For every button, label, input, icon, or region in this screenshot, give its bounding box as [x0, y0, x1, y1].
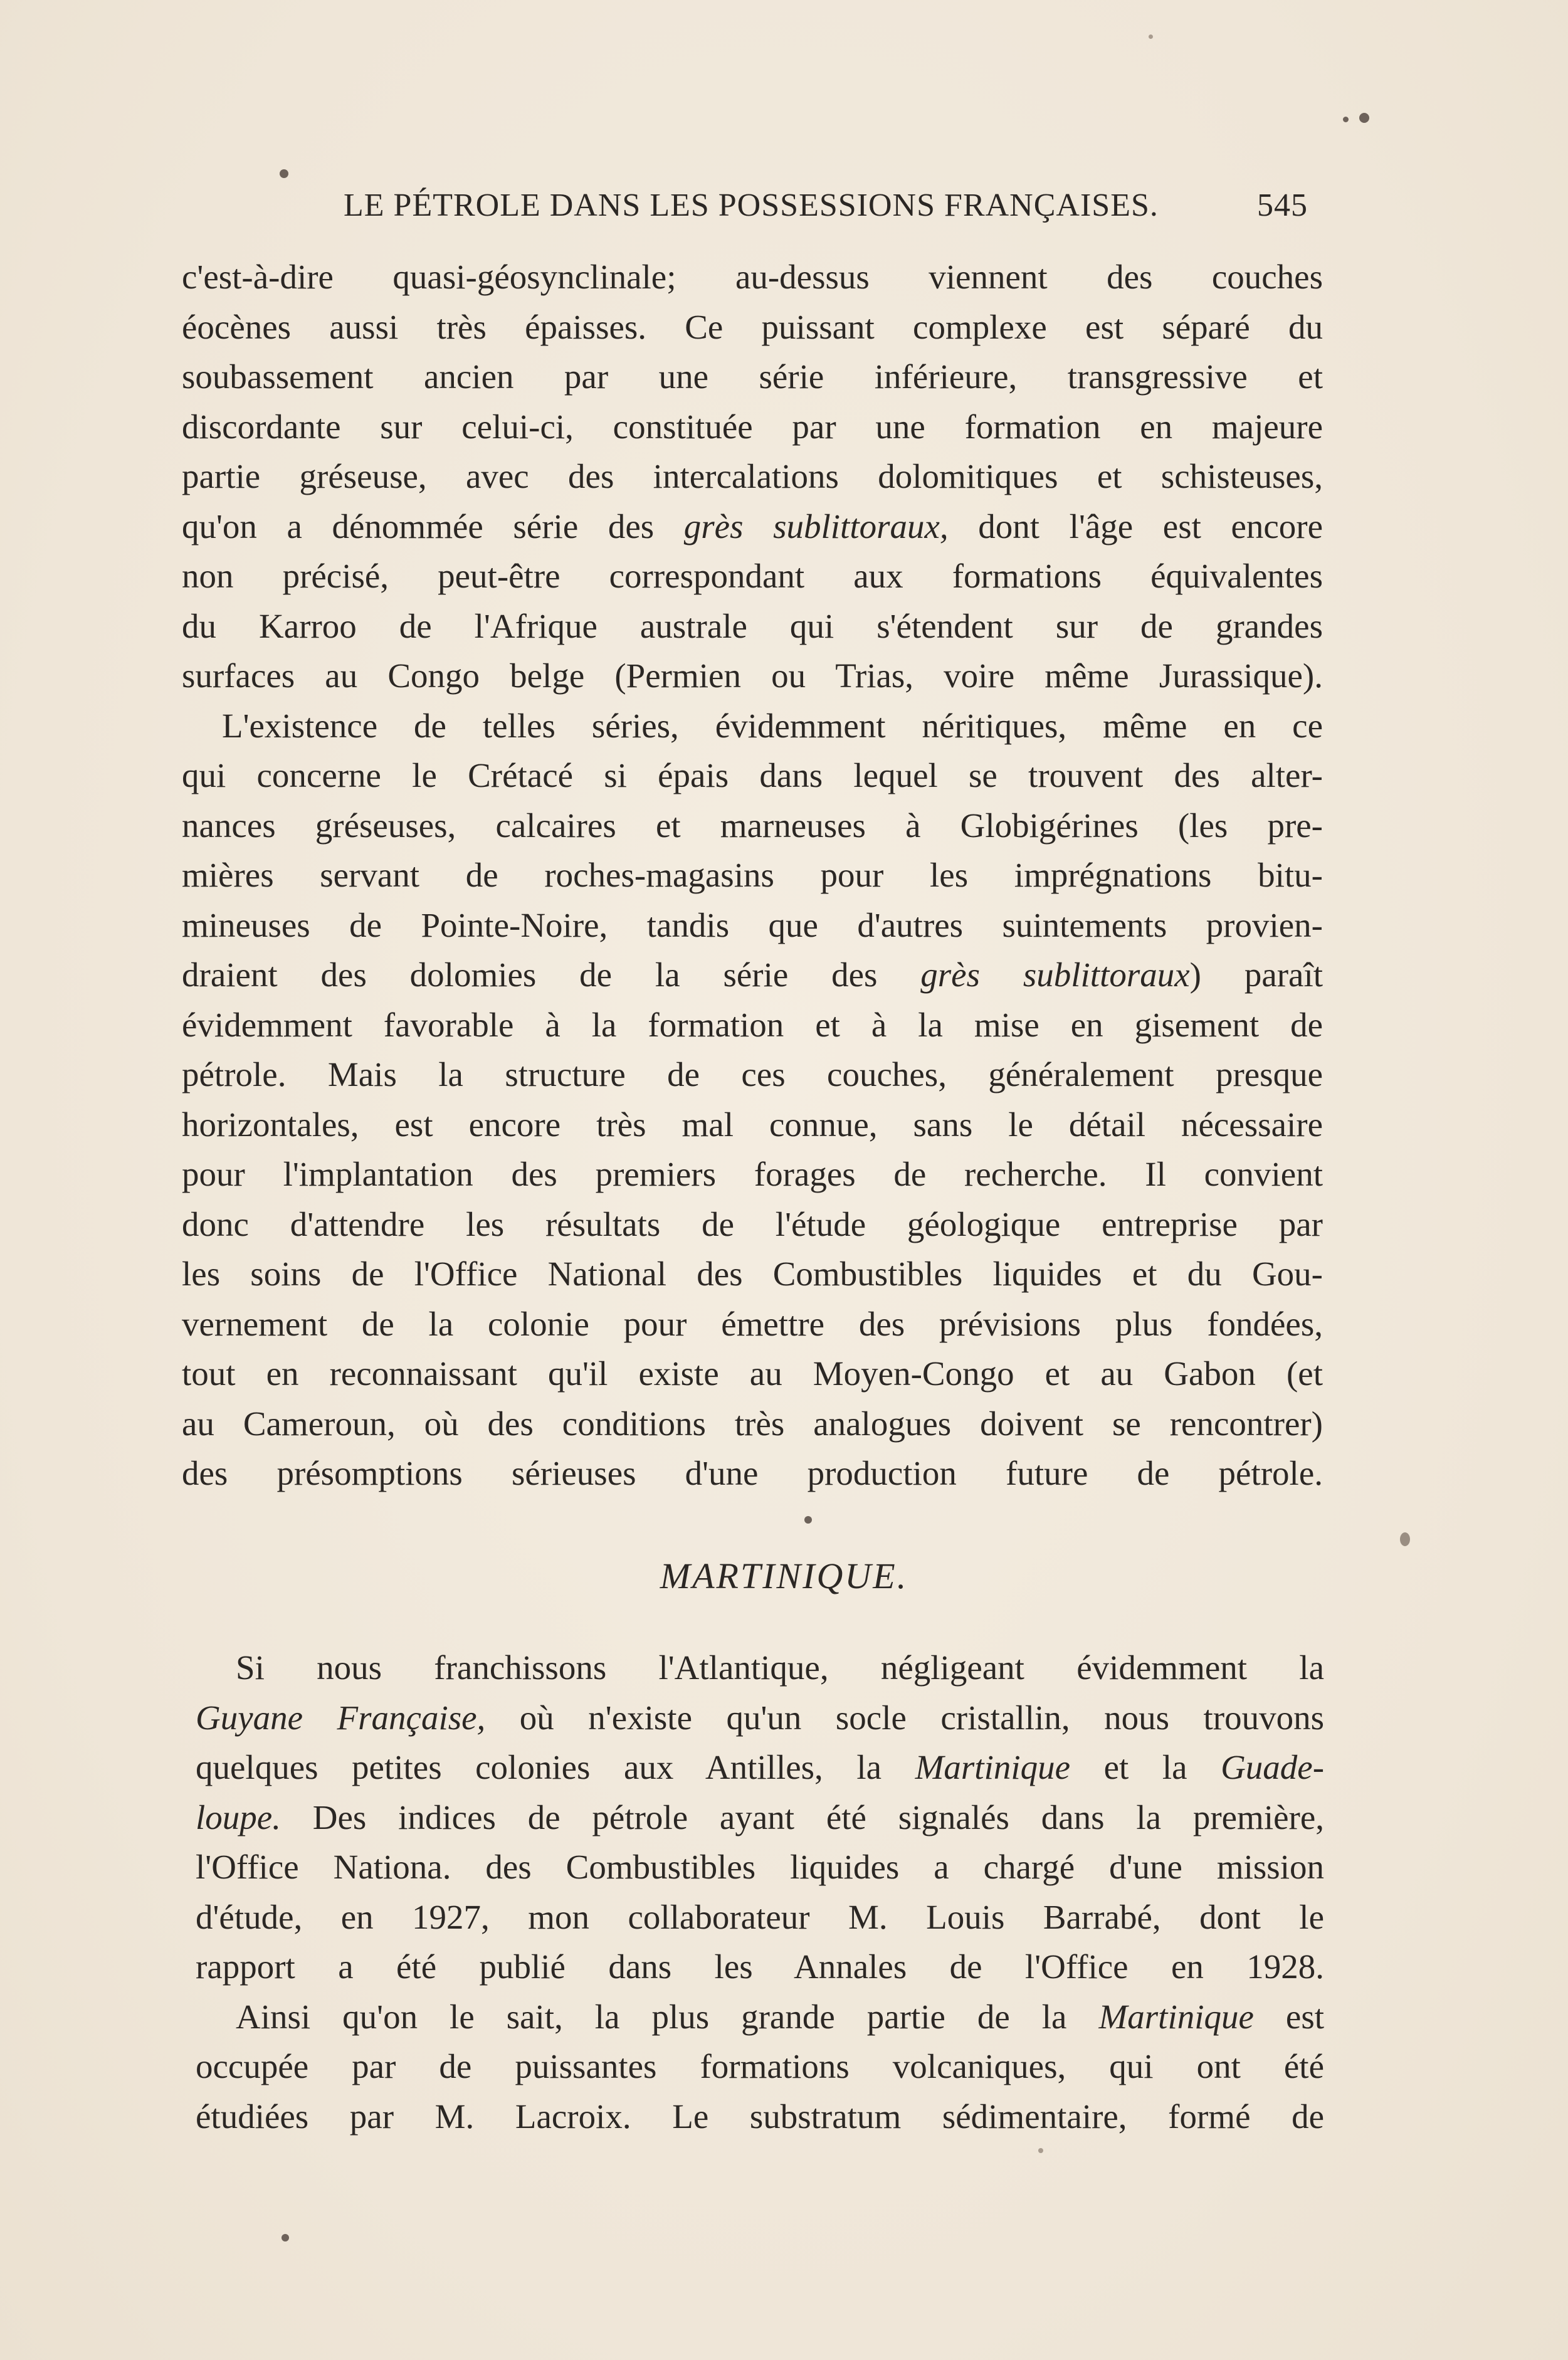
paragraph-atlantique — [196, 1643, 1324, 1992]
text-span: quelques petites colonies aux Antilles, la — [196, 1748, 882, 1786]
text-span: qu'on a dénommée série des — [182, 507, 655, 545]
italic-term: Martinique — [1098, 1997, 1254, 2036]
italic-term: Martinique — [915, 1748, 1071, 1786]
text-line: rapport a été publié dans les Annales de l'Office en 1928. — [196, 1947, 1324, 1986]
text-line: au Cameroun, où des conditions très analogues doivent se rencontrer) — [182, 1404, 1323, 1443]
text-line — [196, 1693, 1324, 1743]
text-line: qui concerne le Crétacé si épais dans lequel se trouvent des alter- — [182, 756, 1323, 794]
text-line: mières servant de roches-magasins pour les imprégnations bitu- — [182, 856, 1323, 894]
text-line: d'étude, en 1927, mon collaborateur M. Louis Barrabé, dont le — [196, 1897, 1324, 1936]
text-line — [182, 502, 1323, 552]
paper-speck — [804, 1516, 812, 1524]
text-span: dont l'âge est encore — [978, 507, 1323, 545]
text-line: des présomptions sérieuses d'une production future de pétrole. — [182, 1454, 1323, 1492]
text-span: draient des dolomies de la série des — [182, 956, 878, 994]
paper-speck — [1343, 117, 1349, 122]
text-line: surfaces au Congo belge (Permien ou Trias, voire même Jurassique). — [182, 656, 1323, 695]
text-line: discordante sur celui-ci, constituée par une formation en majeure — [182, 407, 1323, 446]
text-line: horizontales, est encore très mal connue, sans le détail nécessaire — [182, 1105, 1323, 1144]
paper-speck — [1038, 2148, 1043, 2153]
text-line: éocènes aussi très épaisses. Ce puissant complexe est séparé du — [182, 307, 1323, 346]
paragraph-existence — [182, 701, 1323, 1499]
text-line — [196, 1742, 1324, 1793]
text-span: et la — [1103, 1748, 1187, 1786]
running-title: LE PÉTROLE DANS LES POSSESSIONS FRANÇAISES. — [344, 187, 1159, 223]
text-line: tout en reconnaissant qu'il existe au Moyen-Congo et au Gabon (et — [182, 1354, 1323, 1393]
text-line — [182, 950, 1323, 1000]
text-line: étudiées par M. Lacroix. Le substratum sédimentaire, formé de — [196, 2097, 1324, 2136]
text-line: l'Office Nationa. des Combustibles liquides a chargé d'une mission — [196, 1848, 1324, 1886]
text-line: du Karroo de l'Afrique australe qui s'étendent sur de grandes — [182, 606, 1323, 645]
paper-speck — [1400, 1532, 1410, 1546]
text-line: nances gréseuses, calcaires et marneuses à Globigérines (les pre- — [182, 806, 1323, 845]
running-header — [344, 181, 1308, 231]
section-heading: MARTINIQUE. — [660, 1556, 908, 1596]
text-line: pour l'implantation des premiers forages de recherche. Il convient — [182, 1155, 1323, 1193]
text-line: donc d'attendre les résultats de l'étude géologique entreprise par — [182, 1204, 1323, 1243]
text-line: Si nous franchissons l'Atlantique, négligeant évidemment la — [236, 1648, 1324, 1687]
italic-term: Guyane Française, — [196, 1698, 486, 1737]
text-line: partie gréseuse, avec des intercalations dolomitiques et schisteuses, — [182, 457, 1323, 495]
body-text-bottom — [196, 1643, 1324, 2141]
paragraph-ainsi — [196, 1992, 1324, 2142]
body-text-top — [182, 252, 1323, 1499]
text-line: pétrole. Mais la structure de ces couches, généralement presque — [182, 1055, 1323, 1093]
text-line: évidemment favorable à la formation et à la mise en gisement de — [182, 1005, 1323, 1044]
paper-speck — [282, 2234, 289, 2241]
italic-term: loupe. — [196, 1798, 281, 1836]
page-number: 545 — [1257, 187, 1308, 223]
text-line: les soins de l'Office National des Combustibles liquides et du Gou- — [182, 1255, 1323, 1293]
paper-speck — [1359, 113, 1369, 123]
text-line: vernement de la colonie pour émettre des prévisions plus fondées, — [182, 1304, 1323, 1343]
text-line: soubassement ancien par une série inférieure, transgressive et — [182, 357, 1323, 396]
text-line: c'est-à-dire quasi-géosynclinale; au-dessus viennent des couches — [182, 258, 1323, 296]
text-span: ) paraît — [1189, 956, 1323, 994]
text-span: où n'existe qu'un socle cristallin, nous trouvons — [519, 1698, 1324, 1737]
text-line — [196, 1793, 1324, 1843]
text-line: mineuses de Pointe-Noire, tandis que d'autres suintements provien- — [182, 905, 1323, 944]
text-line: non précisé, peut-être correspondant aux formations équivalentes — [182, 557, 1323, 595]
paper-speck — [1149, 34, 1153, 39]
text-line — [196, 1992, 1324, 2042]
text-line: L'existence de telles séries, évidemment néritiques, même en ce — [222, 706, 1323, 745]
italic-term: Guade- — [1221, 1748, 1325, 1786]
text-span: est — [1285, 1997, 1325, 2036]
text-span: Ainsi qu'on le sait, la plus grande partie de la — [236, 1997, 1067, 2036]
text-span: Des indices de pétrole ayant été signalés dans la première, — [312, 1798, 1325, 1836]
italic-term: grès sublittoraux, — [683, 507, 949, 545]
text-line: occupée par de puissantes formations volcaniques, qui ont été — [196, 2047, 1324, 2085]
paper-speck — [280, 169, 288, 178]
italic-term: grès sublittoraux — [920, 956, 1190, 994]
paragraph-continuation — [182, 252, 1323, 701]
